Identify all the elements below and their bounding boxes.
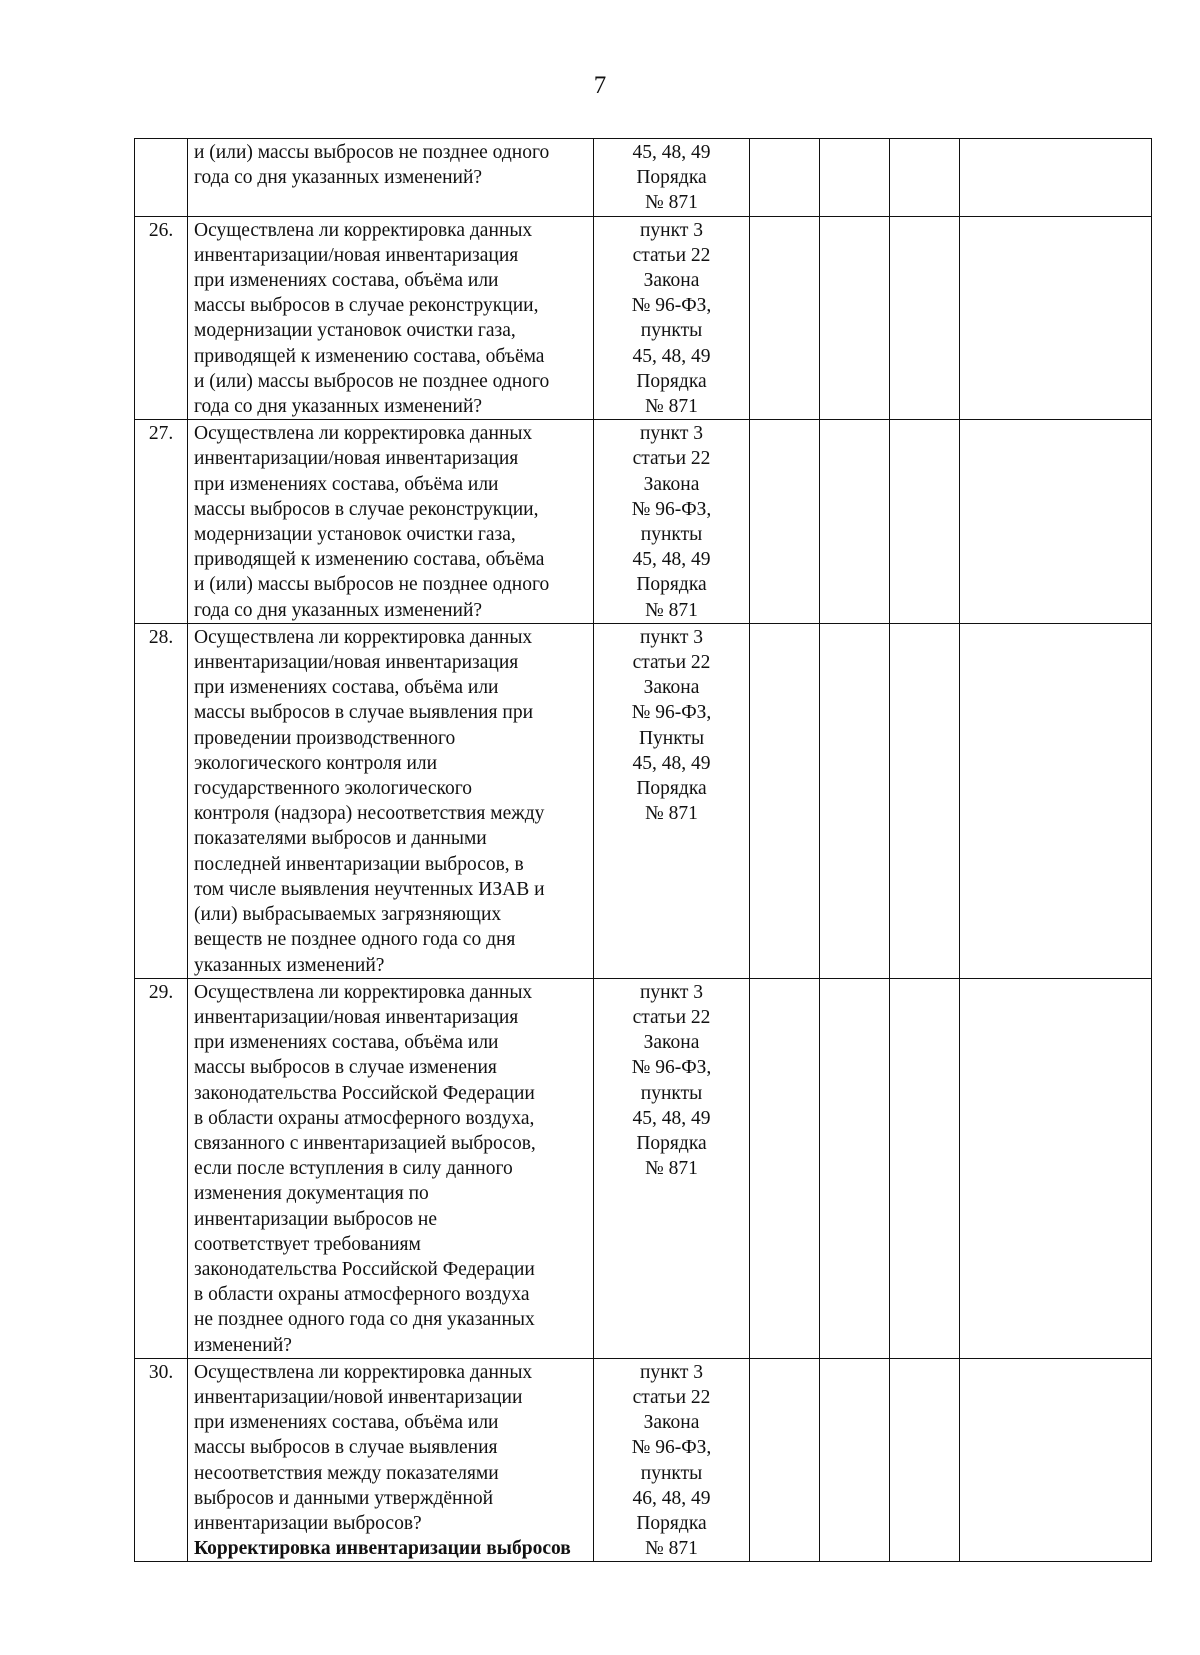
empty-answer-cell xyxy=(750,1358,820,1562)
reference-line: Закона xyxy=(643,473,700,495)
reference-cell xyxy=(594,623,750,978)
reference-line: № 871 xyxy=(645,192,698,214)
row-number: 27. xyxy=(135,420,188,624)
question-line: Осуществлена ли корректировка данных xyxy=(194,626,533,648)
empty-answer-cell xyxy=(890,420,960,624)
question-line: показателями выбросов и данными xyxy=(194,828,487,850)
reference-line: 46, 48, 49 xyxy=(632,1487,711,1509)
question-line: соответствует требованиям xyxy=(194,1233,421,1255)
reference-line: № 96-ФЗ, xyxy=(631,1437,712,1459)
question-line: при изменениях состава, объёма или xyxy=(194,1032,499,1054)
question-line: том числе выявления неучтенных ИЗАВ и xyxy=(194,878,545,900)
empty-answer-cell xyxy=(960,420,1152,624)
question-line: массы выбросов в случае выявления при xyxy=(194,702,534,724)
question-line: массы выбросов в случае изменения xyxy=(194,1057,497,1079)
reference-line: № 871 xyxy=(645,1158,698,1180)
reference-line: Закона xyxy=(643,1032,700,1054)
question-line: приводящей к изменению состава, объёма xyxy=(194,549,545,571)
question-line: не позднее одного года со дня указанных xyxy=(194,1309,535,1331)
question-line: законодательства Российской Федерации xyxy=(194,1258,535,1280)
reference-line: Порядка xyxy=(636,1512,707,1534)
table-row xyxy=(135,216,1152,420)
empty-answer-cell xyxy=(890,978,960,1358)
reference-line: № 96-ФЗ, xyxy=(631,702,712,724)
row-number: 29. xyxy=(135,978,188,1358)
question-line: законодательства Российской Федерации xyxy=(194,1082,535,1104)
empty-answer-cell xyxy=(960,1358,1152,1562)
reference-line: Порядка xyxy=(636,370,707,392)
question-line: (или) выбрасываемых загрязняющих xyxy=(194,904,502,926)
question-line: Корректировка инвентаризации выбросов xyxy=(194,1538,571,1560)
reference-line: пункт 3 xyxy=(640,219,703,241)
reference-line: 45, 48, 49 xyxy=(632,142,711,163)
reference-line: пункты xyxy=(640,320,703,342)
reference-line: пункт 3 xyxy=(640,1361,703,1383)
question-line: массы выбросов в случае выявления xyxy=(194,1437,498,1459)
reference-line: Порядка xyxy=(636,574,707,596)
question-line: последней инвентаризации выбросов, в xyxy=(194,853,524,875)
question-line: указанных изменений? xyxy=(194,954,385,976)
reference-line: № 96-ФЗ, xyxy=(631,295,712,317)
empty-answer-cell xyxy=(890,1358,960,1562)
empty-answer-cell xyxy=(750,216,820,420)
question-line: при изменениях состава, объёма или xyxy=(194,1412,499,1434)
reference-line: статьи 22 xyxy=(632,1006,711,1028)
question-line: года со дня указанных изменений? xyxy=(194,167,483,189)
reference-cell xyxy=(594,420,750,624)
reference-line: Порядка xyxy=(636,778,707,800)
empty-answer-cell xyxy=(750,978,820,1358)
reference-line: статьи 22 xyxy=(632,448,711,470)
question-cell xyxy=(188,139,594,217)
question-line: модернизации установок очистки газа, xyxy=(194,524,516,546)
reference-line: статьи 22 xyxy=(632,244,711,266)
reference-line: пункт 3 xyxy=(640,423,703,445)
question-line: экологического контроля или xyxy=(194,752,438,774)
question-line: инвентаризации/новая инвентаризация xyxy=(194,244,519,266)
empty-answer-cell xyxy=(890,216,960,420)
row-number: 30. xyxy=(135,1358,188,1562)
table-row xyxy=(135,1358,1152,1562)
reference-line: № 96-ФЗ, xyxy=(631,498,712,520)
empty-answer-cell xyxy=(960,216,1152,420)
question-line: инвентаризации/новая инвентаризация xyxy=(194,1006,519,1028)
question-line: Осуществлена ли корректировка данных xyxy=(194,423,533,445)
empty-answer-cell xyxy=(750,139,820,217)
reference-line: статьи 22 xyxy=(632,652,711,674)
question-line: инвентаризации/новая инвентаризация xyxy=(194,652,519,674)
question-line: в области охраны атмосферного воздуха xyxy=(194,1284,530,1306)
question-line: и (или) массы выбросов не позднее одного xyxy=(194,574,550,596)
reference-line: 45, 48, 49 xyxy=(632,752,711,774)
question-line: и (или) массы выбросов не позднее одного xyxy=(194,370,550,392)
reference-line: пункты xyxy=(640,1462,703,1484)
question-line: проведении производственного xyxy=(194,727,456,749)
checklist-table xyxy=(134,138,1152,1562)
empty-answer-cell xyxy=(960,623,1152,978)
reference-cell xyxy=(594,978,750,1358)
row-number: 28. xyxy=(135,623,188,978)
question-line: массы выбросов в случае реконструкции, xyxy=(194,498,539,520)
reference-line: Закона xyxy=(643,270,700,292)
table-row xyxy=(135,139,1152,217)
empty-answer-cell xyxy=(820,139,890,217)
question-line: при изменениях состава, объёма или xyxy=(194,270,499,292)
question-line: инвентаризации выбросов не xyxy=(194,1208,437,1230)
reference-line: пункт 3 xyxy=(640,981,703,1003)
question-line: несоответствия между показателями xyxy=(194,1462,499,1484)
question-line: инвентаризации/новой инвентаризации xyxy=(194,1386,523,1408)
reference-line: № 96-ФЗ, xyxy=(631,1057,712,1079)
question-cell xyxy=(188,623,594,978)
reference-cell xyxy=(594,1358,750,1562)
empty-answer-cell xyxy=(820,420,890,624)
reference-line: Закона xyxy=(643,1412,700,1434)
empty-answer-cell xyxy=(890,623,960,978)
question-line: инвентаризации выбросов? xyxy=(194,1512,422,1534)
row-number: 26. xyxy=(135,216,188,420)
question-line: модернизации установок очистки газа, xyxy=(194,320,516,342)
reference-line: 45, 48, 49 xyxy=(632,345,711,367)
question-line: массы выбросов в случае реконструкции, xyxy=(194,295,539,317)
question-line: связанного с инвентаризацией выбросов, xyxy=(194,1132,536,1154)
question-line: веществ не позднее одного года со дня xyxy=(194,929,516,951)
question-line: года со дня указанных изменений? xyxy=(194,599,483,621)
question-line: контроля (надзора) несоответствия между xyxy=(194,803,545,825)
empty-answer-cell xyxy=(750,623,820,978)
question-line: выбросов и данными утверждённой xyxy=(194,1487,494,1509)
empty-answer-cell xyxy=(960,139,1152,217)
question-line: изменения документация по xyxy=(194,1183,429,1205)
table-row xyxy=(135,623,1152,978)
reference-line: пункты xyxy=(640,1082,703,1104)
reference-line: 45, 48, 49 xyxy=(632,549,711,571)
question-line: если после вступления в силу данного xyxy=(194,1158,513,1180)
page-number: 7 xyxy=(593,72,607,99)
question-line: приводящей к изменению состава, объёма xyxy=(194,345,545,367)
reference-line: пункт 3 xyxy=(640,626,703,648)
empty-answer-cell xyxy=(820,216,890,420)
empty-answer-cell xyxy=(750,420,820,624)
question-line: Осуществлена ли корректировка данных xyxy=(194,1361,533,1383)
reference-cell xyxy=(594,139,750,217)
empty-answer-cell xyxy=(960,978,1152,1358)
reference-cell xyxy=(594,216,750,420)
empty-answer-cell xyxy=(820,1358,890,1562)
question-cell xyxy=(188,420,594,624)
row-number xyxy=(135,139,188,217)
reference-line: Пункты xyxy=(638,727,705,749)
question-cell xyxy=(188,978,594,1358)
reference-line: Порядка xyxy=(636,167,707,189)
question-line: Осуществлена ли корректировка данных xyxy=(194,219,533,241)
reference-line: Закона xyxy=(643,677,700,699)
reference-line: пункты xyxy=(640,524,703,546)
reference-line: № 871 xyxy=(645,803,698,825)
question-line: и (или) массы выбросов не позднее одного xyxy=(194,142,550,163)
empty-answer-cell xyxy=(820,623,890,978)
question-line: инвентаризации/новая инвентаризация xyxy=(194,448,519,470)
empty-answer-cell xyxy=(820,978,890,1358)
reference-line: № 871 xyxy=(645,1538,698,1560)
question-line: при изменениях состава, объёма или xyxy=(194,677,499,699)
question-line: Осуществлена ли корректировка данных xyxy=(194,981,533,1003)
question-line: года со дня указанных изменений? xyxy=(194,396,483,418)
question-line: изменений? xyxy=(194,1334,292,1356)
question-line: при изменениях состава, объёма или xyxy=(194,473,499,495)
question-line: в области охраны атмосферного воздуха, xyxy=(194,1107,535,1129)
question-cell xyxy=(188,1358,594,1562)
table-row xyxy=(135,420,1152,624)
reference-line: Порядка xyxy=(636,1132,707,1154)
question-line: государственного экологического xyxy=(194,778,473,800)
reference-line: № 871 xyxy=(645,396,698,418)
question-cell xyxy=(188,216,594,420)
empty-answer-cell xyxy=(890,139,960,217)
reference-line: № 871 xyxy=(645,599,698,621)
table-row xyxy=(135,978,1152,1358)
reference-line: 45, 48, 49 xyxy=(632,1107,711,1129)
reference-line: статьи 22 xyxy=(632,1386,711,1408)
